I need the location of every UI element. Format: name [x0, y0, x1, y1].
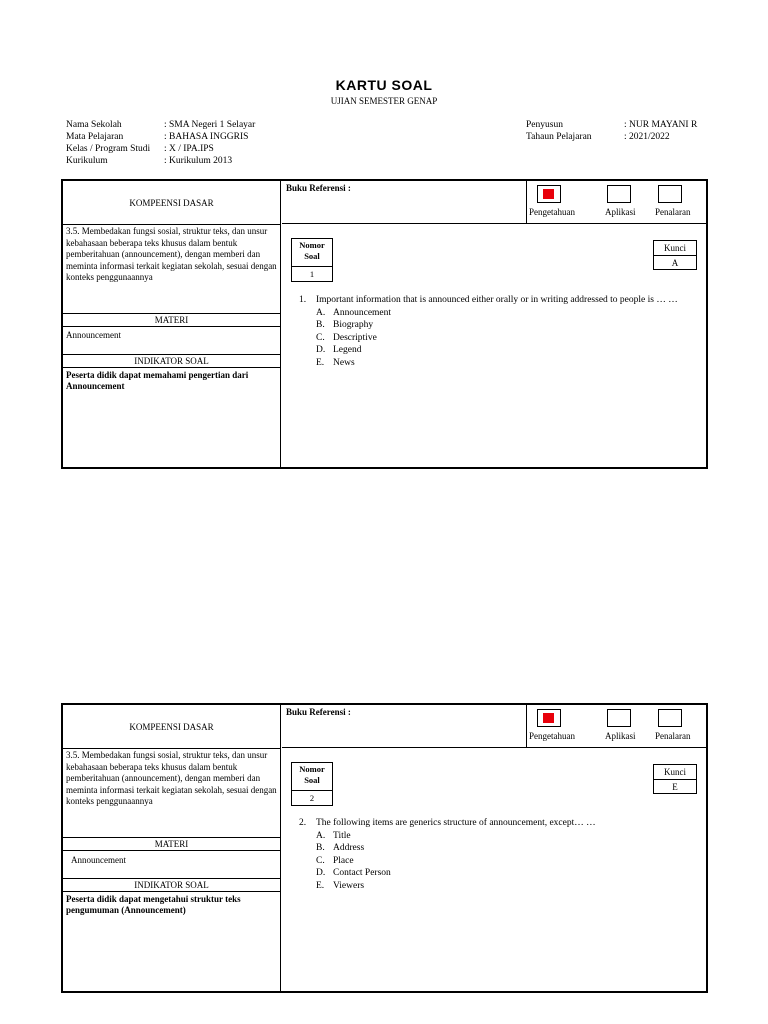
- materi-header: MATERI: [63, 837, 280, 851]
- cognitive-level: [526, 181, 706, 224]
- answer-key-box: [653, 764, 697, 794]
- penalaran-checkbox[interactable]: [658, 709, 682, 727]
- option-e: E. News: [316, 357, 355, 368]
- reference-book: Buku Referensi :: [282, 181, 526, 224]
- aplikasi-checkbox[interactable]: [607, 185, 631, 203]
- kunci-label: Kunci: [654, 765, 696, 780]
- reference-book: Buku Referensi :: [282, 705, 526, 748]
- question-number-box: [291, 238, 333, 282]
- indikator-header: INDIKATOR SOAL: [63, 354, 280, 368]
- kd-header: KOMPEENSI DASAR: [63, 181, 280, 225]
- option-c: C. Descriptive: [316, 332, 377, 343]
- nomor-label: Nomor Soal: [292, 763, 332, 791]
- nomor-label: Nomor Soal: [292, 239, 332, 267]
- document-title: KARTU SOAL: [335, 77, 433, 93]
- question-text: Important information that is announced either orally or in writing addressed to people is … …: [316, 295, 678, 305]
- answer-key-box: [653, 240, 697, 270]
- pengetahuan-checkbox[interactable]: [537, 709, 561, 727]
- document-subtitle: UJIAN SEMESTER GENAP: [330, 96, 438, 106]
- question-card-1: [61, 179, 708, 469]
- penalaran-label: Penalaran: [655, 731, 691, 741]
- aplikasi-label: Aplikasi: [605, 731, 636, 741]
- info-row-year: Tahaun Pelajaran : 2021/2022: [526, 132, 670, 142]
- nomor-value: 1: [309, 269, 315, 279]
- question-card-2: [61, 703, 708, 993]
- kunci-label: Kunci: [654, 241, 696, 256]
- indikator-header: INDIKATOR SOAL: [63, 878, 280, 892]
- checked-mark-icon: [543, 713, 554, 723]
- materi-header: MATERI: [63, 313, 280, 327]
- penalaran-label: Penalaran: [655, 207, 691, 217]
- pengetahuan-label: Pengetahuan: [529, 731, 575, 741]
- materi-text: Announcement: [71, 855, 126, 865]
- info-row-author: Penyusun : NUR MAYANI R: [526, 120, 698, 130]
- kunci-value: A: [671, 258, 679, 268]
- indikator-text: Peserta didik dapat mengetahui struktur teks pengumuman (Announcement): [66, 894, 241, 915]
- info-row-subject: Mata Pelajaran : BAHASA INGGRIS: [66, 132, 249, 142]
- kd-text: 3.5. Membedakan fungsi sosial, struktur teks, dan unsur kebahasaan beberapa teks khusus dalam bentuk pemberitahuan (announcement), dengan memberi dan meminta informasi terkait kegiatan sekolah, sesuai dengan konteks penggunaannya: [66, 750, 277, 806]
- pengetahuan-label: Pengetahuan: [529, 207, 575, 217]
- kunci-value: E: [672, 782, 678, 792]
- question: [299, 294, 699, 369]
- option-a: A. Announcement: [316, 307, 392, 318]
- question-number-box: [291, 762, 333, 806]
- question-text: The following items are generics structure of announcement, except… …: [316, 818, 596, 828]
- cognitive-level: [526, 705, 706, 748]
- option-d: D. Contact Person: [316, 868, 391, 878]
- option-d: D. Legend: [316, 345, 362, 355]
- indikator-text: Peserta didik dapat memahami pengertian dari Announcement: [66, 370, 249, 391]
- option-b: B. Address: [316, 843, 365, 853]
- school-info: [66, 119, 255, 167]
- option-c: C. Place: [316, 855, 354, 866]
- card-left-column: [63, 705, 281, 991]
- author-info: [526, 119, 697, 143]
- option-e: E. Viewers: [316, 880, 365, 891]
- info-row-curriculum: Kurikulum : Kurikulum 2013: [66, 156, 233, 166]
- question: [299, 817, 699, 892]
- question-number: 2.: [299, 818, 307, 828]
- info-row-class: Kelas / Program Studi : X / IPA.IPS: [66, 144, 214, 154]
- aplikasi-checkbox[interactable]: [607, 709, 631, 727]
- kd-header: KOMPEENSI DASAR: [63, 705, 280, 749]
- question-number: 1.: [299, 295, 307, 305]
- checked-mark-icon: [543, 189, 554, 199]
- kd-text: 3.5. Membedakan fungsi sosial, struktur teks, dan unsur kebahasaan beberapa teks khusus dalam bentuk pemberitahuan (announcement), dengan memberi dan meminta informasi terkait kegiatan sekolah, sesuai dengan konteks penggunaannya: [66, 226, 277, 282]
- option-b: B. Biography: [316, 320, 374, 330]
- option-a: A. Title: [316, 830, 351, 841]
- pengetahuan-checkbox[interactable]: [537, 185, 561, 203]
- aplikasi-label: Aplikasi: [605, 207, 636, 217]
- nomor-value: 2: [309, 793, 315, 803]
- materi-text: Announcement: [66, 330, 121, 340]
- penalaran-checkbox[interactable]: [658, 185, 682, 203]
- card-left-column: [63, 181, 281, 467]
- info-row-school: Nama Sekolah : SMA Negeri 1 Selayar: [66, 120, 256, 130]
